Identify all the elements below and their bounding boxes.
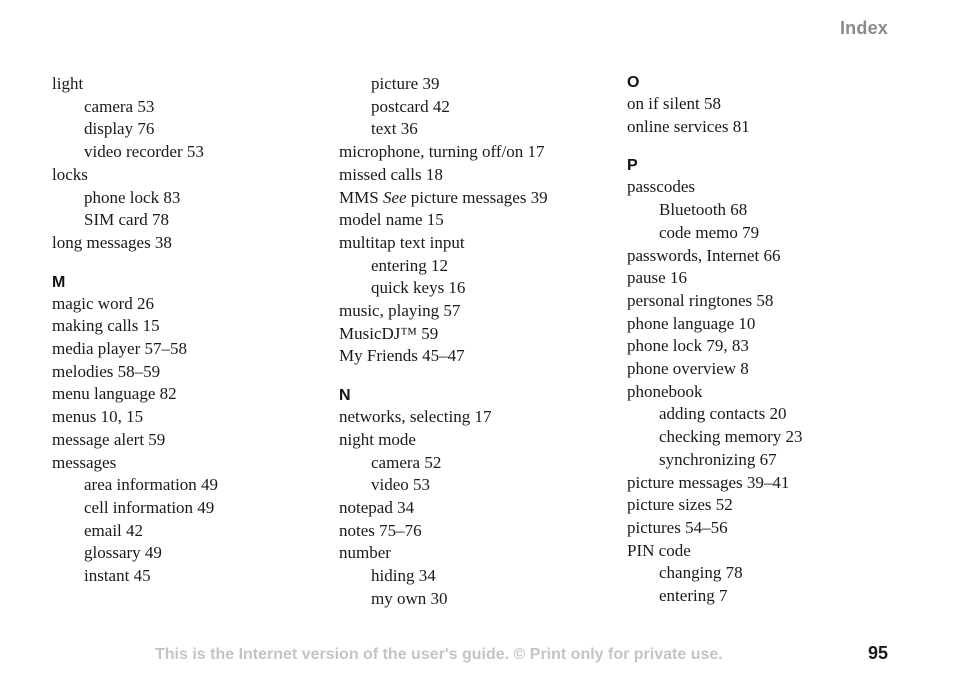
- index-entry: making calls 15: [52, 316, 160, 336]
- index-entry: light: [52, 74, 84, 93]
- index-entry: online services 81: [627, 116, 750, 136]
- index-entry: music, playing 57: [339, 301, 461, 321]
- index-entry: media player 57–58: [52, 339, 188, 359]
- index-entry: multitap text input: [339, 232, 465, 252]
- index-subentry: camera 53: [84, 96, 155, 116]
- index-subentry: display 76: [84, 119, 155, 139]
- index-entry: passcodes: [627, 177, 695, 197]
- index-entry: pictures 54–56: [627, 517, 728, 537]
- index-subentry: video 53: [371, 475, 431, 495]
- index-subentry: Bluetooth 68: [659, 200, 748, 220]
- index-subentry: synchronizing 67: [659, 449, 777, 469]
- index-subentry: code memo 79: [659, 222, 760, 242]
- index-subentry: email 42: [84, 520, 144, 540]
- index-entry: magic word 26: [52, 293, 154, 313]
- index-entry: notepad 34: [339, 497, 415, 517]
- index-entry: [339, 187, 609, 210]
- index-entry: MusicDJ™ 59: [339, 323, 439, 343]
- index-entry: pause 16: [627, 268, 687, 288]
- index-entry: phonebook: [627, 381, 703, 401]
- index-entry: networks, selecting 17: [339, 407, 492, 427]
- index-subentry: phone lock 83: [84, 187, 181, 207]
- index-subentry: camera 52: [371, 452, 442, 472]
- index-entry: My Friends 45–47: [339, 346, 465, 366]
- index-see-reference: See: [382, 187, 407, 207]
- index-entry: night mode: [339, 429, 416, 449]
- index-subentry: entering 12: [371, 255, 448, 275]
- index-entry: picture messages 39–41: [627, 472, 790, 492]
- index-entry: long messages 38: [52, 232, 172, 252]
- index-subentry: my own 30: [371, 588, 448, 608]
- index-entry: personal ringtones 58: [627, 290, 774, 310]
- index-entry: messages: [52, 452, 117, 472]
- index-subentry: video recorder 53: [84, 142, 204, 162]
- index-column-3: [627, 73, 897, 608]
- page-header-title: Index: [839, 18, 888, 38]
- index-subentry: checking memory 23: [659, 427, 803, 447]
- index-entry: notes 75–76: [339, 520, 422, 540]
- index-letter-heading: M: [52, 273, 66, 291]
- index-letter-heading: N: [339, 387, 351, 405]
- index-subentry: glossary 49: [84, 543, 162, 563]
- index-entry: picture sizes 52: [627, 495, 733, 515]
- index-entry: message alert 59: [52, 429, 166, 449]
- index-entry: phone language 10: [627, 313, 756, 333]
- index-subentry: picture 39: [371, 74, 440, 93]
- footer-disclaimer: This is the Internet version of the user's guide. © Print only for private use.: [155, 646, 723, 663]
- index-entry: passwords, Internet 66: [627, 245, 781, 265]
- index-subentry: text 36: [371, 119, 418, 139]
- index-subentry: entering 7: [659, 586, 728, 606]
- index-subentry: instant 45: [84, 566, 151, 586]
- index-entry: locks: [52, 164, 88, 184]
- index-entry-term: MMS: [339, 187, 379, 207]
- index-entry: on if silent 58: [627, 94, 721, 113]
- index-subentry: area information 49: [84, 475, 219, 495]
- index-entry: model name 15: [339, 210, 444, 230]
- index-entry: phone lock 79, 83: [627, 336, 749, 356]
- index-subentry: hiding 34: [371, 566, 436, 586]
- index-subentry: SIM card 78: [84, 210, 169, 230]
- index-entry: menus 10, 15: [52, 407, 144, 427]
- index-subentry: quick keys 16: [371, 278, 466, 298]
- index-subentry: adding contacts 20: [659, 404, 787, 424]
- index-column-2: [339, 73, 609, 610]
- index-entry: melodies 58–59: [52, 361, 161, 381]
- index-subentry: cell information 49: [84, 497, 215, 517]
- index-entry: phone overview 8: [627, 359, 749, 379]
- index-entry: PIN code: [627, 540, 691, 560]
- index-column-1: [52, 73, 322, 588]
- index-entry: microphone, turning off/on 17: [339, 142, 545, 162]
- index-entry: missed calls 18: [339, 164, 443, 184]
- page-number: 95: [867, 643, 888, 663]
- index-see-target: picture messages 39: [410, 187, 548, 207]
- index-subentry: postcard 42: [371, 96, 450, 116]
- index-letter-heading: O: [627, 74, 640, 91]
- index-entry: number: [339, 543, 391, 563]
- index-subentry: changing 78: [659, 563, 743, 583]
- index-letter-heading: P: [627, 157, 638, 175]
- index-entry: menu language 82: [52, 384, 177, 404]
